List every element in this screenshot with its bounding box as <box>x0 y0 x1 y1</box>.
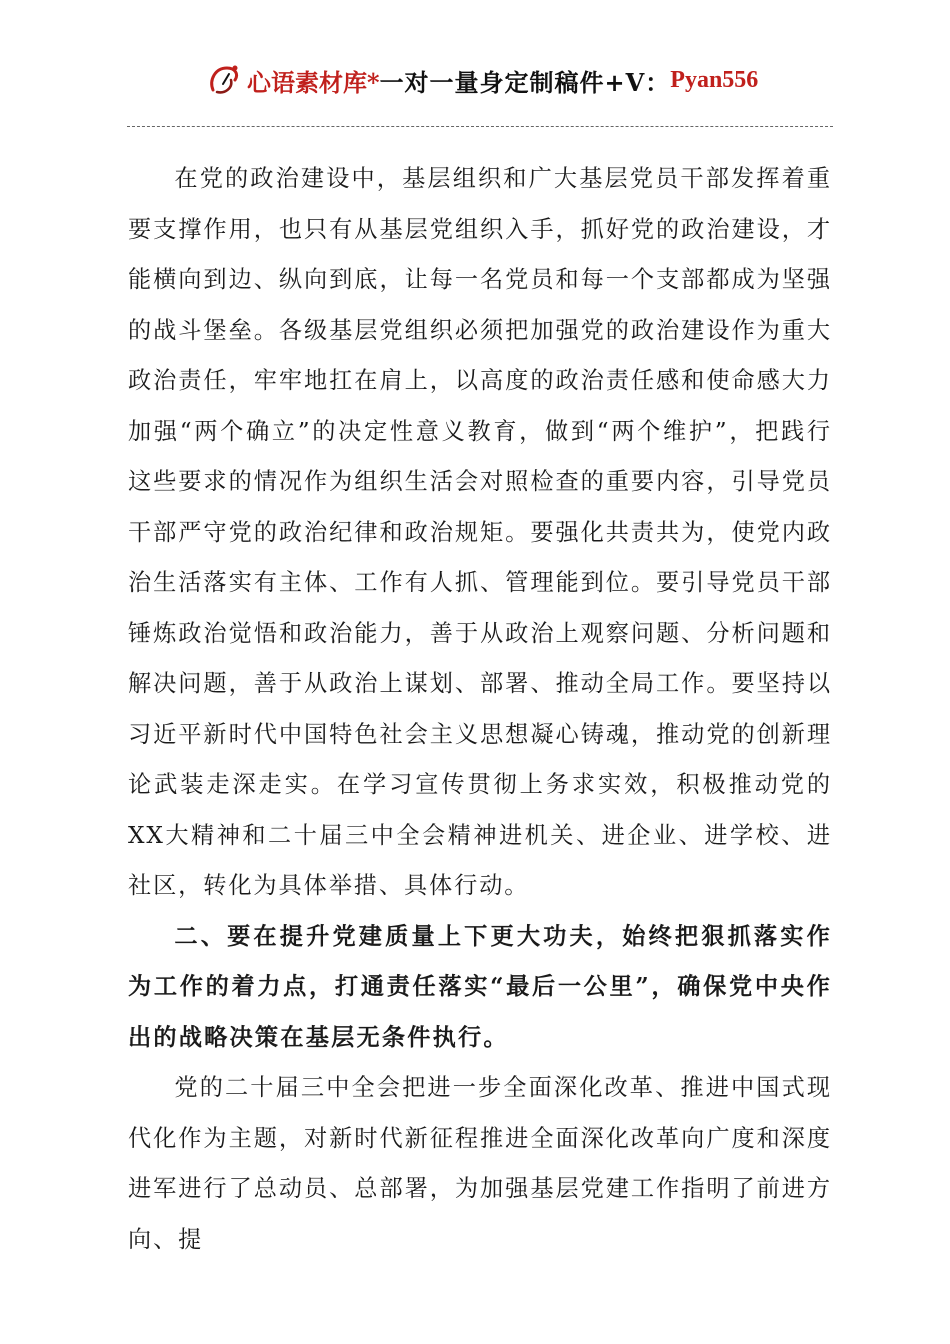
brand-swirl-logo-icon <box>205 60 245 100</box>
header-slogan: 一对一量身定制稿件+V： <box>379 67 671 97</box>
document-body <box>128 154 832 1265</box>
header-divider <box>127 126 833 127</box>
paragraph-body-1: 在党的政治建设中，基层组织和广大基层党员干部发挥着重要支撑作用，也只有从基层党组织入手，抓好党的政治建设，才能横向到边、纵向到底，让每一名党员和每一个支部都成为坚强的战斗堡垒。各级基层党组织必须把加强党的政治建设作为重大政治责任，牢牢地扛在肩上，以高度的政治责任感和使命感大力加强“两个确立”的决定性意义教育，做到“两个维护”，把践行这些要求的情况作为组织生活会对照检查的重要内容，引导党员干部严守党的政治纪律和政治规矩。要强化共责共为，使党内政治生活落实有主体、工作有人抓、管理能到位。要引导党员干部锤炼政治觉悟和政治能力，善于从政治上观察问题、分析问题和解决问题，善于从政治上谋划、部署、推动全局工作。要坚持以习近平新时代中国特色社会主义思想凝心铸魂，推动党的创新理论武装走深走实。在学习宣传贯彻上务求实效，积极推动党的XX大精神和二十届三中全会精神进机关、进企业、进学校、进社区，转化为具体举措、具体行动。 <box>128 165 832 899</box>
section-heading-2: 二、要在提升党建质量上下更大功夫，始终把狠抓落实作为工作的着力点，打通责任落实“最后一公里”，确保党中央作出的战略决策在基层无条件执行。 <box>128 922 832 1051</box>
header-contact-id: Pyan556 <box>670 66 759 93</box>
header-brand: 心语素材库* <box>247 67 380 97</box>
page-header <box>205 58 825 102</box>
paragraph-body-2: 党的二十届三中全会把进一步全面深化改革、推进中国式现代化作为主题，对新时代新征程推进全面深化改革向广度和深度进军进行了总动员、总部署，为加强基层党建工作指明了前进方向、提 <box>128 1074 832 1253</box>
